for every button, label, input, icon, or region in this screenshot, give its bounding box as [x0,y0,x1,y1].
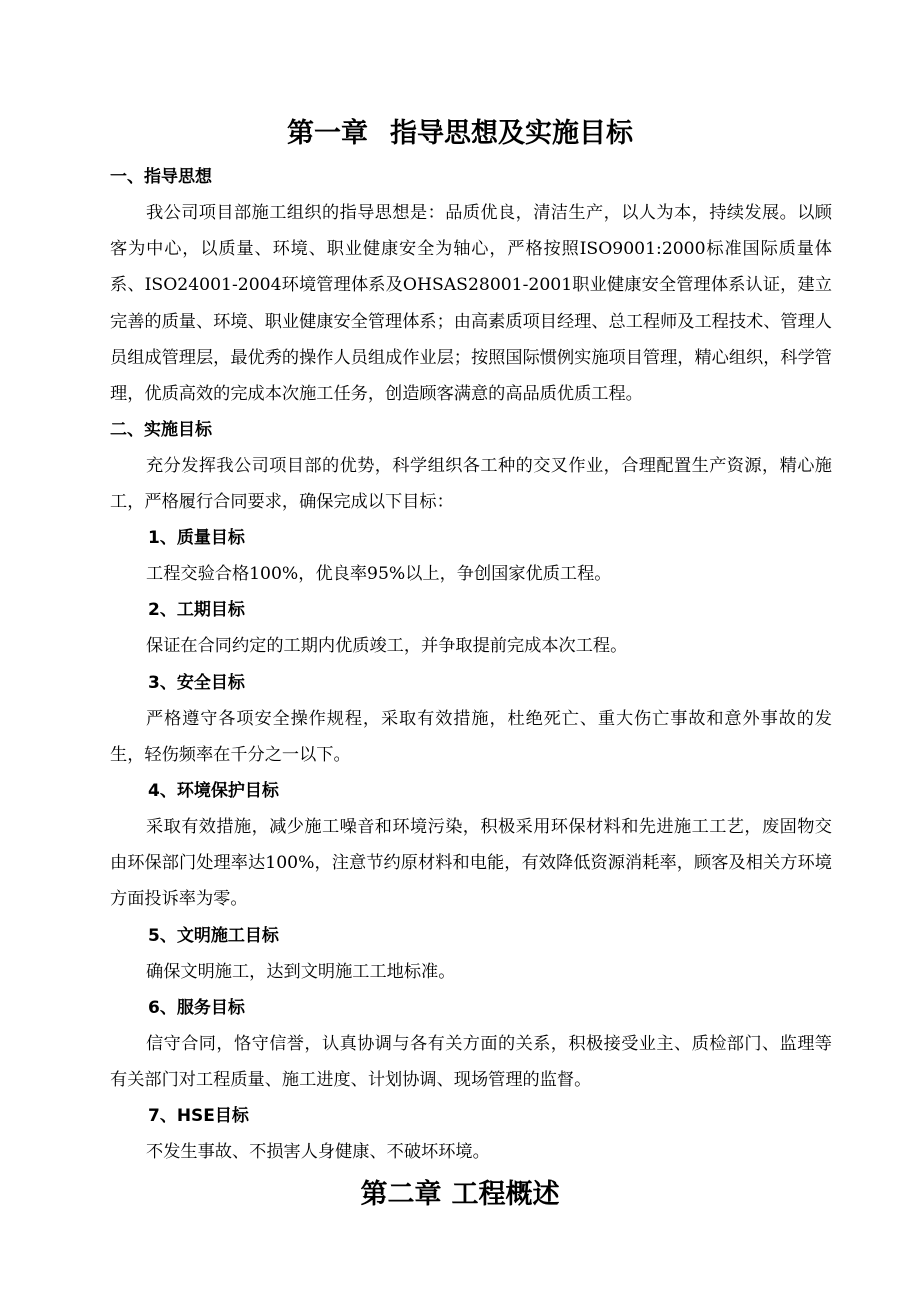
goal-6-text: 信守合同，恪守信誉，认真协调与各有关方面的关系，积极接受业主、质检部门、监理等有关部门对工程质量、施工进度、计划协调、现场管理的监督。 [110,1034,832,1091]
chapter-1-name: 指导思想及实施目标 [390,118,633,149]
goal-7-text: 不发生事故、不损害人身健康、不破坏环境。 [146,1142,490,1162]
goal-6-heading: 6、服务目标 [148,998,245,1018]
goal-1-text: 工程交验合格100%，优良率95%以上，争创国家优质工程。 [146,564,612,584]
goal-4-heading: 4、环境保护目标 [148,781,279,801]
goal-2-heading: 2、工期目标 [148,600,245,620]
goal-5-heading: 5、文明施工目标 [148,926,279,946]
goal-3-heading: 3、安全目标 [148,673,245,693]
chapter-2-name: 工程概述 [451,1179,560,1210]
section-2-intro: 充分发挥我公司项目部的优势，科学组织各工种的交叉作业，合理配置生产资源，精心施工，严格履行合同要求，确保完成以下目标： [110,456,832,513]
section-2-heading: 二、实施目标 [110,420,212,440]
goal-4-text: 采取有效措施，减少施工噪音和环境污染，积极采用环保材料和先进施工工艺，废固物交由环保部门处理率达100%，注意节约原材料和电能，有效降低资源消耗率，顾客及相关方环境方面投诉率为零。 [110,817,832,910]
goal-1-heading: 1、质量目标 [148,528,245,548]
section-1-paragraph: 我公司项目部施工组织的指导思想是：品质优良，清洁生产，以人为本，持续发展。以顾客为中心，以质量、环境、职业健康安全为轴心，严格按照ISO9001:2000标准国际质量体系、ISO24001-2004环境管理体系及OHSAS28001-2001职业健康安全管理体系认证，建立完善的质量、环境、职业健康安全管理体系；由高素质项目经理、总工程师及工程技术、管理人员组成管理层，最优秀的操作人员组成作业层；按照国际惯例实施项目管理，精心组织，科学管理，优质高效的完成本次施工任务，创造顾客满意的高品质优质工程。 [110,203,832,405]
chapter-1-number: 第一章 [287,118,368,149]
goal-2-text: 保证在合同约定的工期内优质竣工，并争取提前完成本次工程。 [146,636,628,656]
chapter-2-title [0,1178,920,1212]
goal-3-text: 严格遵守各项安全操作规程，采取有效措施，杜绝死亡、重大伤亡事故和意外事故的发生，轻伤频率在千分之一以下。 [110,709,832,766]
chapter-2-number: 第二章 [360,1179,442,1210]
goal-5-text: 确保文明施工，达到文明施工工地标准。 [146,962,456,982]
chapter-1-title [0,117,920,151]
section-1-heading: 一、指导思想 [110,167,212,187]
goal-7-heading: 7、HSE目标 [148,1106,249,1126]
